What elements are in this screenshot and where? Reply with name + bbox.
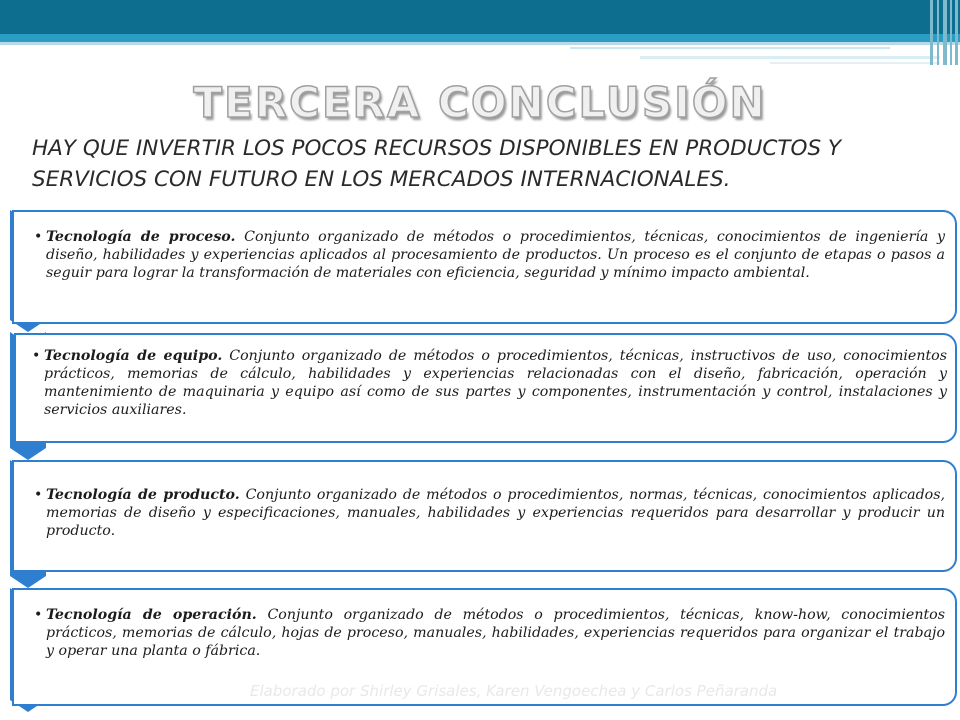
item-text: Conjunto organizado de métodos o procedimientos, técnicas, instructivos de uso, conocimientos prácticos, memorias de cálculo, habilidades y experiencias relacionadas con el diseño, fabricación, operación y mantenimiento de maquinaria y equipo así como de sus partes y componentes, instrumentación y control, instalaciones y servicios auxiliares. bbox=[44, 348, 947, 418]
header-stripe bbox=[955, 0, 958, 65]
list-item bbox=[34, 606, 945, 660]
header-line bbox=[770, 62, 940, 64]
header-band-light bbox=[0, 34, 960, 42]
list-item bbox=[34, 228, 945, 282]
header-stripe bbox=[937, 0, 939, 65]
slide-title: TERCERA CONCLUSIÓN bbox=[193, 78, 767, 127]
slide-subtitle: HAY QUE INVERTIR LOS POCOS RECURSOS DISPONIBLES EN PRODUCTOS Y SERVICIOS CON FUTURO EN LOS MERCADOS INTERNACIONALES. bbox=[32, 136, 842, 192]
item-term: Tecnología de producto. bbox=[46, 487, 240, 503]
item-box-proceso bbox=[12, 210, 957, 324]
list-item bbox=[34, 486, 945, 540]
header-line bbox=[640, 56, 940, 59]
list-item bbox=[32, 347, 947, 419]
item-term: Tecnología de proceso. bbox=[46, 229, 236, 245]
item-box-equipo bbox=[14, 333, 957, 443]
item-text: Conjunto organizado de métodos o procedimientos, técnicas, know-how, conocimientos prácticos, memorias de cálculo, hojas de proceso, manuales, habilidades, experiencias requeridos para organizar el trabajo y operar una planta o fábrica. bbox=[46, 607, 945, 659]
header-stripe bbox=[950, 0, 952, 65]
footer-credit: Elaborado por Shirley Grisales, Karen Vengoechea y Carlos Peñaranda bbox=[250, 682, 778, 700]
item-text: Conjunto organizado de métodos o procedimientos, técnicas, conocimientos de ingeniería y diseño, habilidades y experiencias aplicados al procesamiento de productos. Un proceso es el conjunto de etapas o pasos a seguir para lograr la transformación de materiales con eficiencia, seguridad y mínimo impacto ambiental. bbox=[46, 229, 946, 281]
header-line bbox=[0, 42, 960, 45]
header-line bbox=[570, 47, 890, 49]
header-stripe bbox=[943, 0, 947, 65]
item-text: Conjunto organizado de métodos o procedimientos, normas, técnicas, conocimientos aplicados, memorias de diseño y especificaciones, manuales, habilidades y experiencias requeridos para desarrollar y producir un producto. bbox=[46, 487, 945, 539]
item-term: Tecnología de equipo. bbox=[44, 348, 223, 364]
item-term: Tecnología de operación. bbox=[46, 607, 257, 623]
item-box-producto bbox=[12, 460, 957, 572]
header-band bbox=[0, 0, 960, 34]
header-stripe bbox=[930, 0, 933, 65]
